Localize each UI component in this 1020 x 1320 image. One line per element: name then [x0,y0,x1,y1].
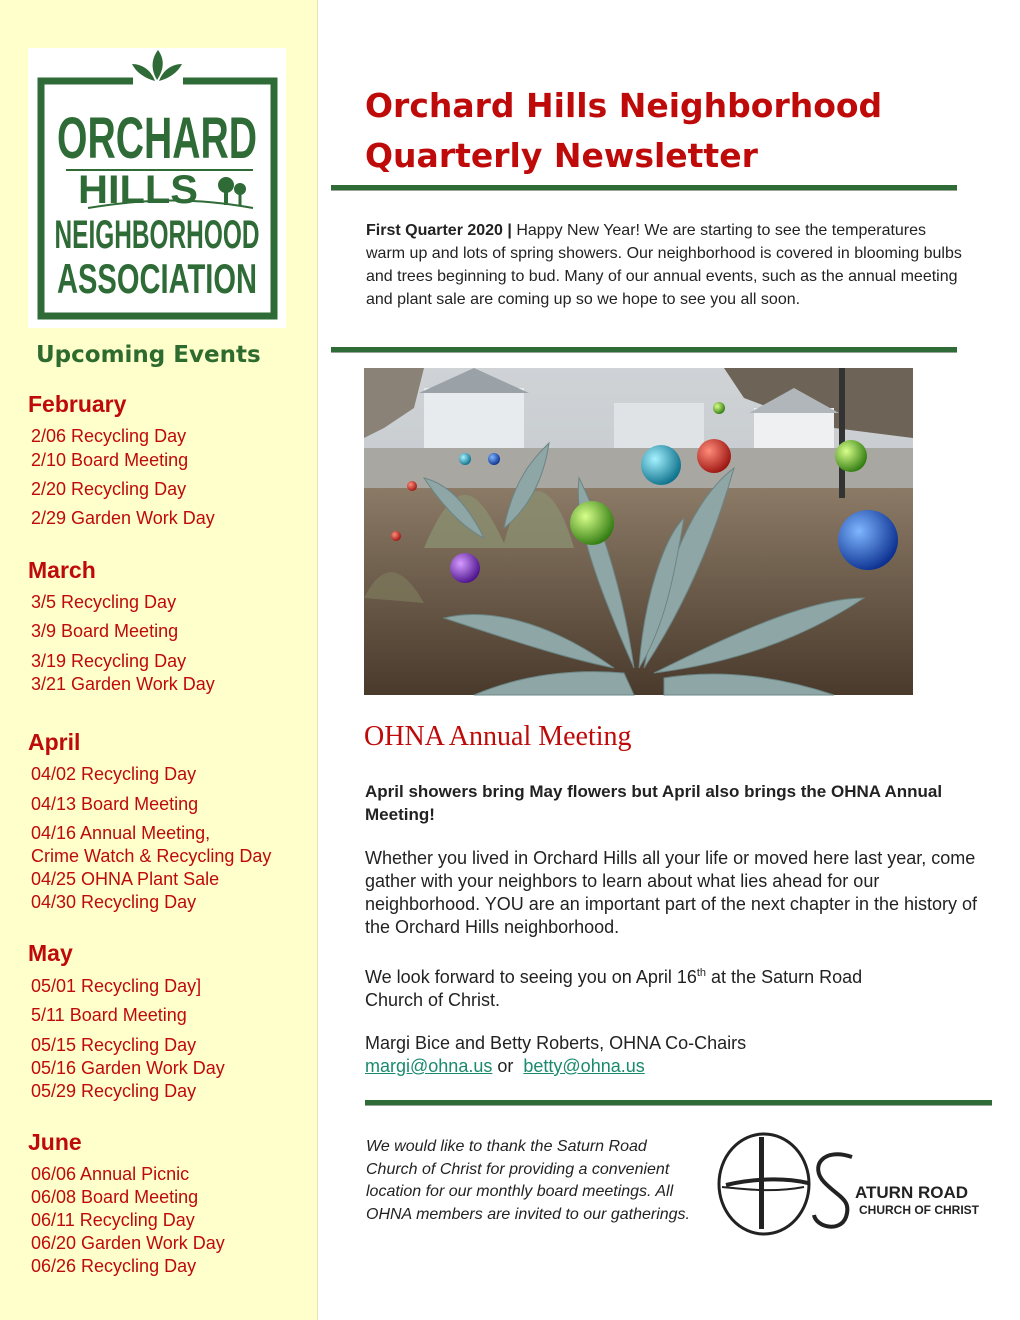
newsletter-title-line2: Quarterly Newsletter [365,136,758,175]
event-item: 3/5 Recycling Day [31,592,177,612]
event-item: 05/01 Recycling Day] [31,976,202,996]
month-june: June [28,1129,82,1155]
meeting-signature: Margi Bice and Betty Roberts, OHNA Co-Chairs [365,1033,747,1053]
month-february: February [28,391,127,417]
meeting-date-text: We look forward to seeing you on April 16 [365,967,697,987]
event-item: 04/16 Annual Meeting, [31,823,211,843]
events-sidebar [0,0,318,1320]
event-item: 2/10 Board Meeting [31,450,189,470]
intro-text: Happy New Year! We are starting to see the temperatures warm up and lots of spring showers. Our neighborhood is covered in blooming bulbs and trees beginning to bud. Many of our annual events, such as the annual meeting and plant sale are coming up so we hope to see you all soon. [366,222,962,308]
event-item: 2/29 Garden Work Day [31,508,215,528]
event-item: 04/02 Recycling Day [31,764,197,784]
event-item: 06/26 Recycling Day [31,1256,197,1276]
email-or: or [497,1056,514,1076]
teal-ornament [641,445,681,485]
church-logo-line1: ATURN ROAD [855,1183,969,1202]
meeting-bold-intro: April showers bring May flowers but April also brings the OHNA Annual Meeting! [365,782,943,824]
event-item: 06/11 Recycling Day [31,1210,195,1230]
blue-ornament [838,510,898,570]
church-logo-line2: CHURCH OF CHRIST [859,1203,979,1217]
logo-line-hills: HILLS [78,168,198,212]
month-march: March [28,557,96,583]
email-link-margi[interactable]: margi@ohna.us [365,1056,493,1076]
agave-photo-graphic [364,368,913,695]
logo-line-orchard: ORCHARD [57,106,257,171]
ohna-logo-graphic [28,48,286,328]
ohna-logo [28,48,286,328]
title-divider [331,185,957,191]
contact-emails [365,1055,985,1078]
thanks-note: We would like to thank the Saturn Road Church of Christ for providing a convenient location for our monthly board meetings. All OHNA members are invited to our gatherings. [366,1138,690,1223]
annual-meeting-title: OHNA Annual Meeting [364,721,632,752]
event-item: 3/9 Board Meeting [31,621,179,641]
meeting-paragraph: Whether you lived in Orchard Hills all your life or moved here last year, come gather with your neighbors to learn about what lies ahead for our neighborhood. YOU are an important part of the next chapter in the history of the Orchard Hills neighborhood. [365,848,978,937]
logo-line-association: ASSOCIATION [57,255,257,302]
month-april: April [28,729,81,755]
red-ornament [391,531,401,541]
intro-lead: First Quarter 2020 | [366,222,512,239]
saturn-road-church-logo [712,1127,979,1242]
purple-ornament [450,553,480,583]
upcoming-events-title: Upcoming Events [36,342,261,368]
event-item: Crime Watch & Recycling Day [31,846,272,866]
event-item: 04/13 Board Meeting [31,794,199,814]
event-item: 06/06 Annual Picnic [31,1164,190,1184]
event-item: 04/25 OHNA Plant Sale [31,869,220,889]
intro-divider [331,347,957,353]
event-item: 06/08 Board Meeting [31,1187,199,1207]
red-ornament [697,439,731,473]
green-ornament [570,501,614,545]
meeting-date-suffix: th [696,967,707,979]
teal-ornament [459,453,471,465]
blue-ornament [488,453,500,465]
green-ornament [713,402,725,414]
event-item: 06/20 Garden Work Day [31,1233,225,1253]
intro-paragraph [366,219,966,311]
green-ornament [835,440,867,472]
email-link-betty[interactable]: betty@ohna.us [523,1056,645,1076]
logo-line-neighborhood: NEIGHBORHOOD [54,213,260,257]
event-item: 04/30 Recycling Day [31,892,197,912]
event-item: 5/11 Board Meeting [31,1005,187,1025]
event-item: 05/16 Garden Work Day [31,1058,225,1078]
event-item: 3/19 Recycling Day [31,651,187,671]
event-item: 3/21 Garden Work Day [31,674,215,694]
red-ornament [407,481,417,491]
event-item: 05/29 Recycling Day [31,1081,197,1101]
newsletter-title-line1: Orchard Hills Neighborhood [365,86,883,125]
month-may: May [28,940,73,966]
meeting-divider [365,1100,992,1106]
meeting-date-location: at the Saturn Road Church of Christ. [365,967,863,1010]
event-item: 2/06 Recycling Day [31,426,187,446]
event-item: 05/15 Recycling Day [31,1035,197,1055]
meeting-date-paragraph [365,962,925,1012]
event-item: 2/20 Recycling Day [31,479,187,499]
agave-ornaments-photo [364,368,913,695]
